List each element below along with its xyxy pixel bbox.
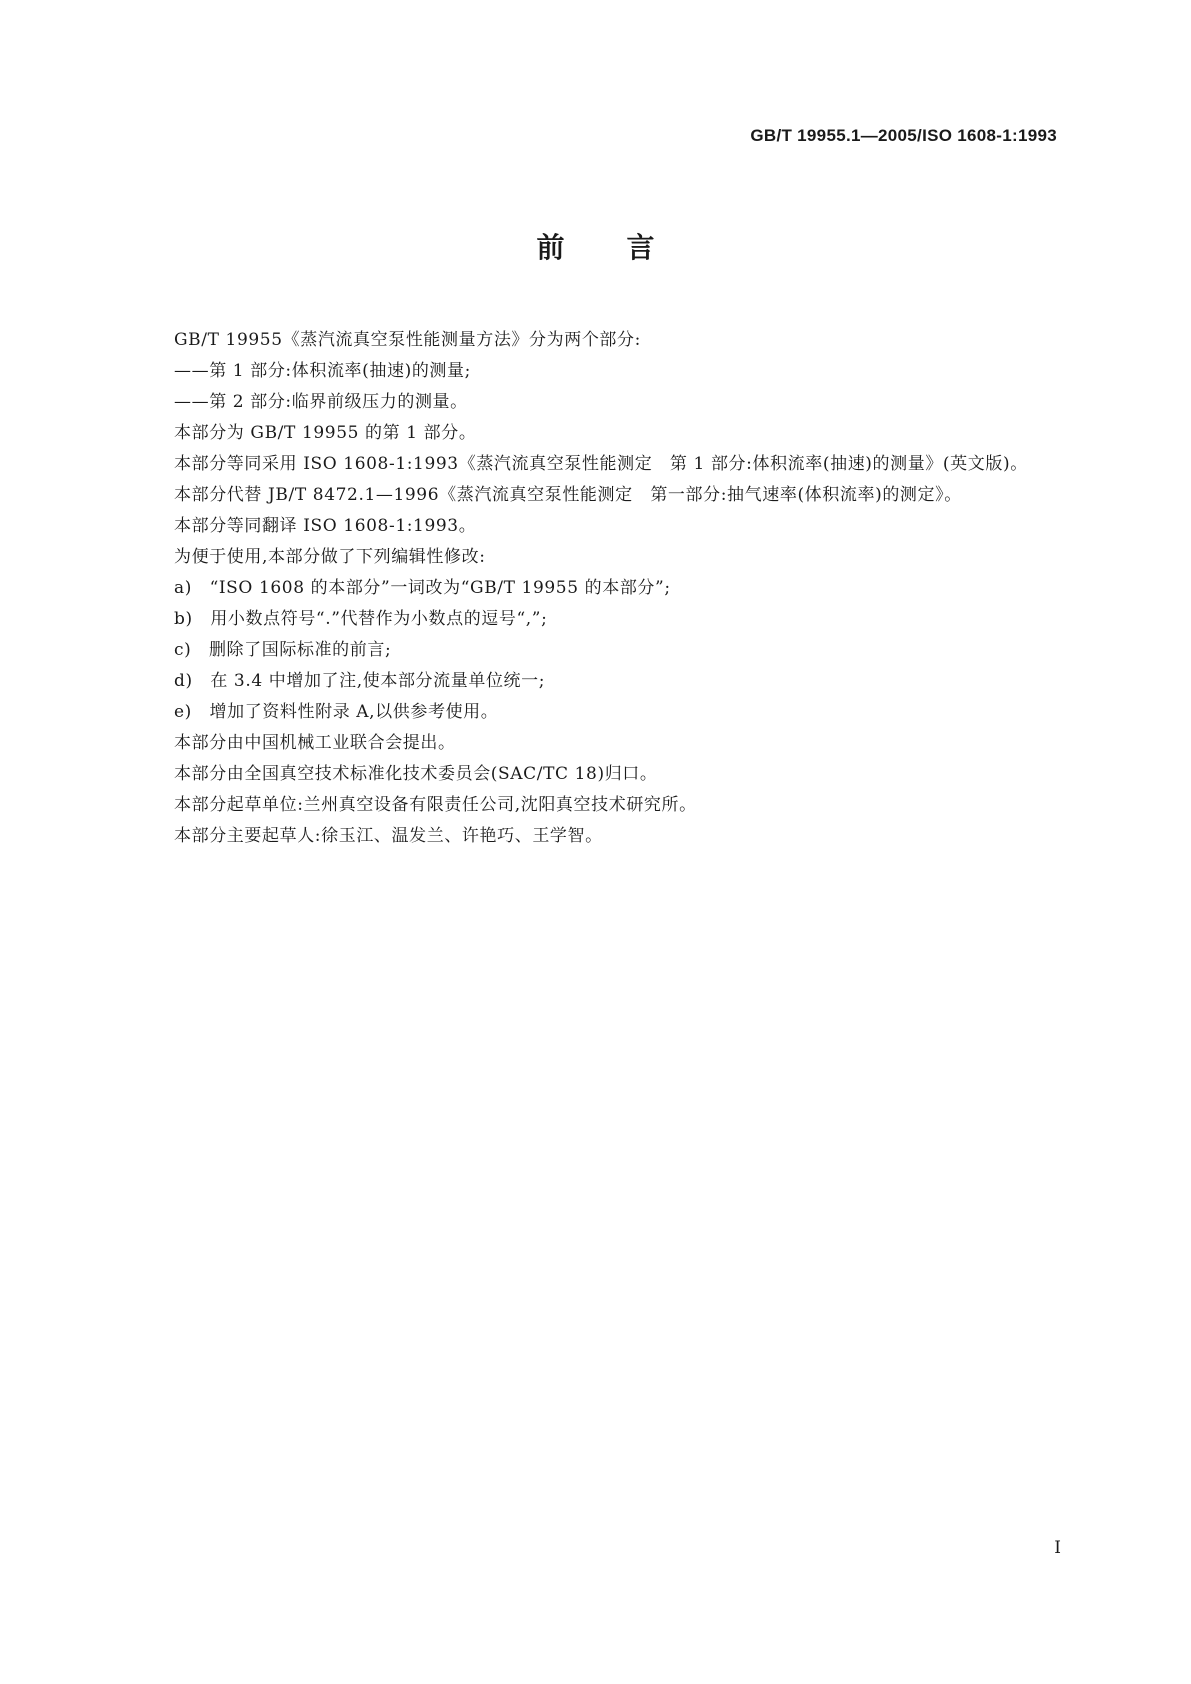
paragraph-managed-by: 本部分由全国真空技术标准化技术委员会(SAC/TC 18)归口。 (174, 764, 658, 784)
paragraph-replaces: 本部分代替 JB/T 8472.1—1996《蒸汽流真空泵性能测定 第一部分:抽气速率(体积流率)的测定》。 (174, 485, 962, 505)
page-number: I (1054, 1538, 1061, 1558)
paragraph-proposed-by: 本部分由中国机械工业联合会提出。 (174, 733, 456, 753)
paragraph-edits-intro: 为便于使用,本部分做了下列编辑性修改: (174, 547, 486, 567)
paragraph-parts-intro: GB/T 19955《蒸汽流真空泵性能测量方法》分为两个部分: (174, 330, 641, 350)
list-item-e: e) 增加了资料性附录 A,以供参考使用。 (174, 702, 499, 722)
paragraph-translation: 本部分等同翻译 ISO 1608-1:1993。 (174, 516, 477, 536)
list-item-a: a) “ISO 1608 的本部分”一词改为“GB/T 19955 的本部分”; (174, 578, 671, 598)
foreword-body (121, 325, 1063, 852)
paragraph-adoption: 本部分等同采用 ISO 1608-1:1993《蒸汽流真空泵性能测定 第 1 部分:体积流率(抽速)的测量》(英文版)。 (174, 454, 1028, 474)
paragraph-drafting-units: 本部分起草单位:兰州真空设备有限责任公司,沈阳真空技术研究所。 (174, 795, 697, 815)
paragraph-part-2: ——第 2 部分:临界前级压力的测量。 (174, 392, 468, 412)
paragraph-part-1: ——第 1 部分:体积流率(抽速)的测量; (174, 361, 471, 381)
paragraph-this-part: 本部分为 GB/T 19955 的第 1 部分。 (174, 423, 477, 443)
page-title: 前言 (536, 231, 717, 264)
paragraph-drafters: 本部分主要起草人:徐玉江、温发兰、许艳巧、王学智。 (174, 826, 603, 846)
list-item-c: c) 删除了国际标准的前言; (174, 640, 392, 660)
standard-identifier: GB/T 19955.1—2005/ISO 1608-1:1993 (750, 126, 1057, 145)
list-item-d: d) 在 3.4 中增加了注,使本部分流量单位统一; (174, 671, 546, 691)
list-item-b: b) 用小数点符号“.”代替作为小数点的逗号“,”; (174, 609, 548, 629)
